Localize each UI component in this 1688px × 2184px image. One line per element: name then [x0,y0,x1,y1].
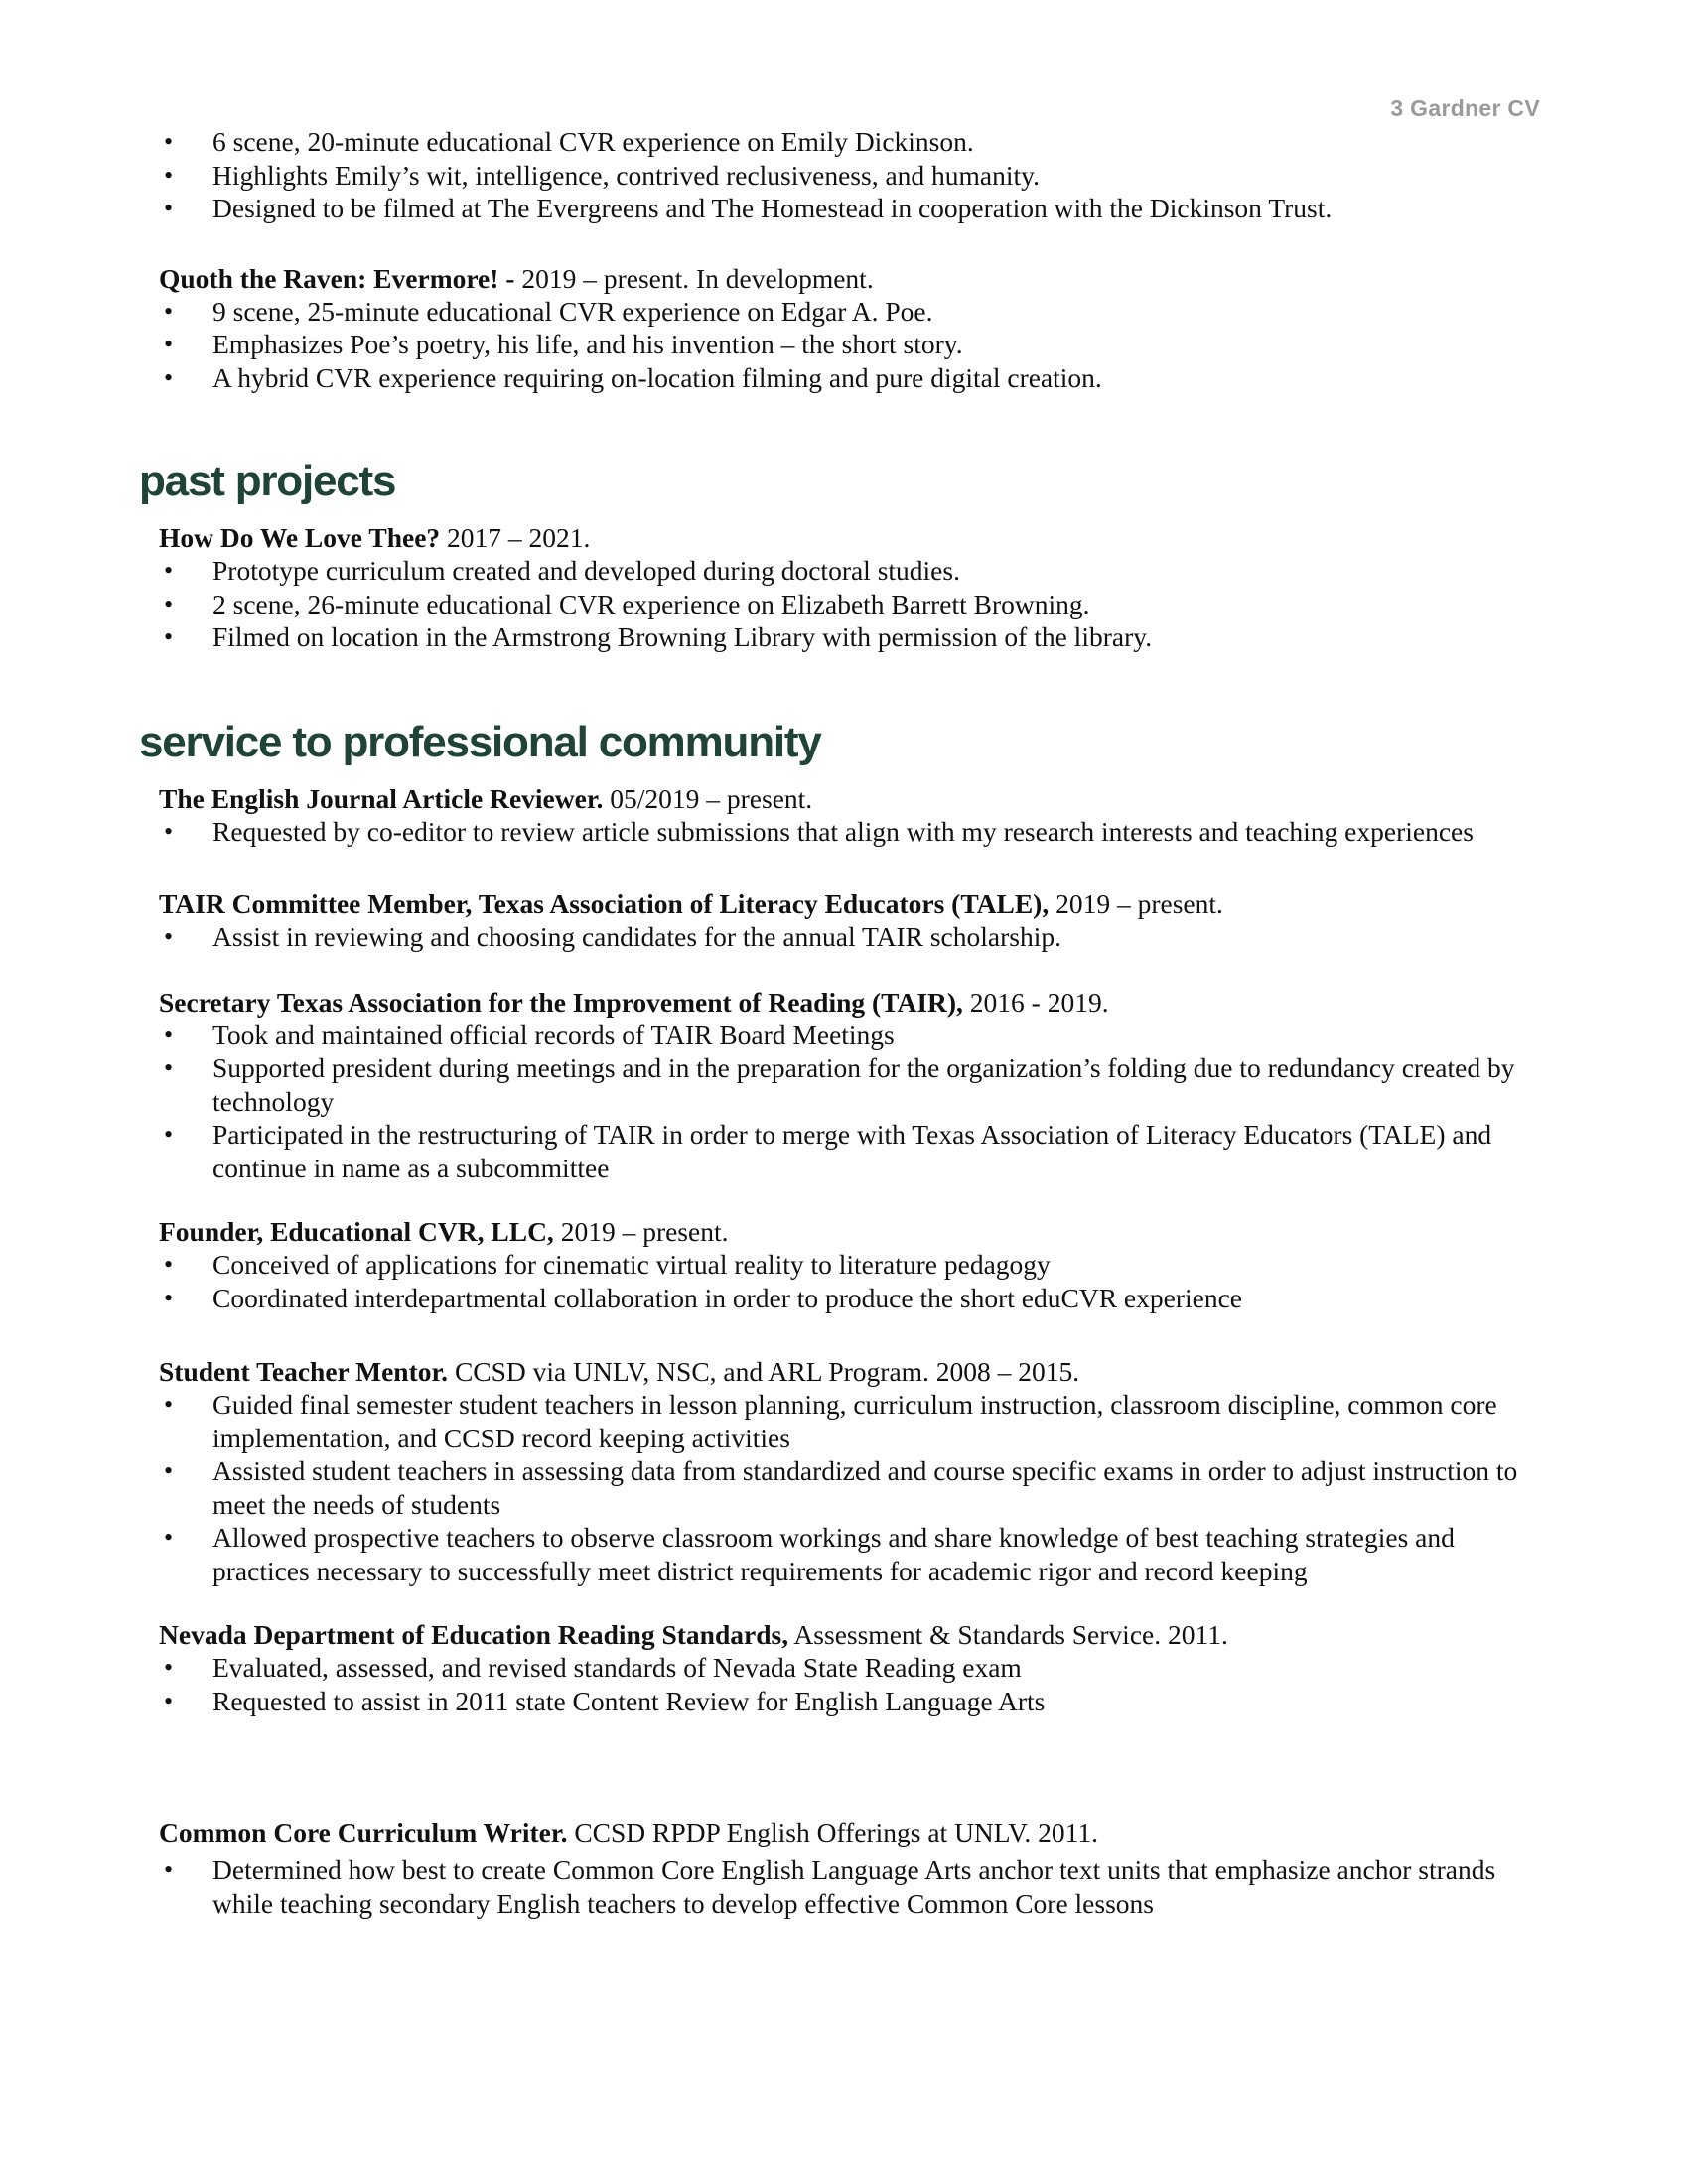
bullet-icon: • [164,127,174,156]
entry-title: How Do We Love Thee? 2017 – 2021. [159,522,591,553]
bullet-list [159,1651,1549,1717]
page-header: 3 Gardner CV [1390,95,1540,121]
bullet-list [159,815,1549,849]
list-item: • Emphasizes Poe’s poetry, his life, and his invention – the short story. [164,329,963,359]
list-item: • 6 scene, 20-minute educational CVR experience on Emily Dickinson. [164,126,974,157]
bullet-list [159,295,1549,395]
bullet-list [159,1248,1549,1314]
entry-title: Secretary Texas Association for the Improvement of Reading (TAIR), 2016 - 2019. [159,986,1109,1018]
entry-title: Common Core Curriculum Writer. CCSD RPDP English Offerings at UNLV. 2011. [159,1817,1098,1847]
entry-title: Student Teacher Mentor. CCSD via UNLV, NSC, and ARL Program. 2008 – 2015. [159,1356,1080,1387]
section-heading-past-projects: past projects [139,457,396,505]
entry-title: Nevada Department of Education Reading Standards, Assessment & Standards Service. 2011. [159,1619,1228,1650]
bullet-list [159,125,1549,225]
list-item: • 2 scene, 26-minute educational CVR experience on Elizabeth Barrett Browning. [164,588,1090,619]
service-entry-founder [159,1215,1549,1314]
list-item: • Requested by co-editor to review article submissions that align with my research interests and teaching experiences [164,815,1474,847]
bullet-icon: • [164,622,174,651]
bullet-icon: • [164,1855,174,1884]
bullet-list [159,1019,1549,1185]
list-item: • Took and maintained official records of TAIR Board Meetings [164,1019,895,1050]
bullet-icon: • [164,1686,174,1715]
service-entry-common-core-writer [159,1816,1549,1920]
bullet-list [159,1388,1549,1587]
list-item: • Requested to assist in 2011 state Content Review for English Language Arts [164,1685,1046,1716]
section-heading-service: service to professional community [139,717,821,766]
project-entry-how-do-we-love-thee [159,521,1549,654]
bullet-icon: • [164,589,174,618]
list-item: • Highlights Emily’s wit, intelligence, contrived reclusiveness, and humanity. [164,159,1040,191]
bullet-icon: • [164,362,174,392]
bullet-list [159,554,1549,654]
list-item: • A hybrid CVR experience requiring on-location filming and pure digital creation. [164,361,1102,393]
bullet-icon: • [164,816,174,846]
bullet-icon: • [164,1053,174,1082]
entry-title: The English Journal Article Reviewer. 05/2019 – present. [159,782,813,814]
entry-title: Quoth the Raven: Evermore! - 2019 – present. In development. [159,262,874,294]
list-item: • Allowed prospective teachers to observe classroom workings and share knowledge of best teaching strategies and practices necessary to successfully meet district requirements for academic rigor and record keeping [164,1522,1455,1586]
list-item: • Determined how best to create Common Core English Language Arts anchor text units that emphasize anchor strands while teaching secondary English teachers to develop effective Common Core lessons [164,1854,1496,1919]
bullet-icon: • [164,1456,174,1485]
list-item: • Assisted student teachers in assessing data from standardized and course specific exams in order to adjust instruction to meet the needs of students [164,1455,1518,1520]
list-item: • Participated in the restructuring of TAIR in order to merge with Texas Association of Literacy Educators (TALE) and continue in name as a subcommittee [164,1119,1492,1183]
intro-entry [159,125,1549,225]
service-entry-tair-committee [159,887,1549,954]
list-item: • Supported president during meetings and in the preparation for the organization’s folding due to redundancy created by technology [164,1052,1515,1117]
list-item: • Coordinated interdepartmental collaboration in order to produce the short eduCVR experience [164,1282,1243,1313]
bullet-icon: • [164,1653,174,1682]
bullet-icon: • [164,1283,174,1312]
bullet-list [159,920,1549,954]
service-entry-english-journal [159,782,1549,849]
bullet-icon: • [164,556,174,585]
bullet-icon: • [164,1120,174,1149]
service-entry-nevada-doe [159,1618,1549,1717]
entry-title: TAIR Committee Member, Texas Association of Literacy Educators (TALE), 2019 – present. [159,888,1223,919]
cv-content [0,125,1688,1920]
bullet-icon: • [164,296,174,326]
bullet-icon: • [164,1020,174,1049]
service-entry-student-teacher-mentor [159,1355,1549,1587]
bullet-list [159,1853,1549,1920]
list-item: • Filmed on location in the Armstrong Browning Library with permission of the library. [164,621,1153,652]
bullet-icon: • [164,160,174,190]
bullet-icon: • [164,1523,174,1552]
service-entry-tair-secretary [159,986,1549,1185]
entry-title: Founder, Educational CVR, LLC, 2019 – present. [159,1216,729,1247]
list-item: • Evaluated, assessed, and revised standards of Nevada State Reading exam [164,1652,1022,1683]
list-item: • Assist in reviewing and choosing candidates for the annual TAIR scholarship. [164,921,1061,952]
bullet-icon: • [164,194,174,222]
list-item: • Guided final semester student teachers in lesson planning, curriculum instruction, classroom discipline, common core implementation, and CCSD record keeping activities [164,1389,1497,1453]
bullet-icon: • [164,1390,174,1419]
list-item: • Conceived of applications for cinematic virtual reality to literature pedagogy [164,1249,1051,1280]
project-entry-quoth [159,262,1549,395]
bullet-icon: • [164,330,174,358]
bullet-icon: • [164,922,174,951]
list-item: • Prototype curriculum created and developed during doctoral studies. [164,555,960,586]
list-item: • 9 scene, 25-minute educational CVR experience on Edgar A. Poe. [164,295,933,327]
bullet-icon: • [164,1250,174,1279]
list-item: • Designed to be filmed at The Evergreens and The Homestead in cooperation with the Dickinson Trust. [164,193,1333,223]
